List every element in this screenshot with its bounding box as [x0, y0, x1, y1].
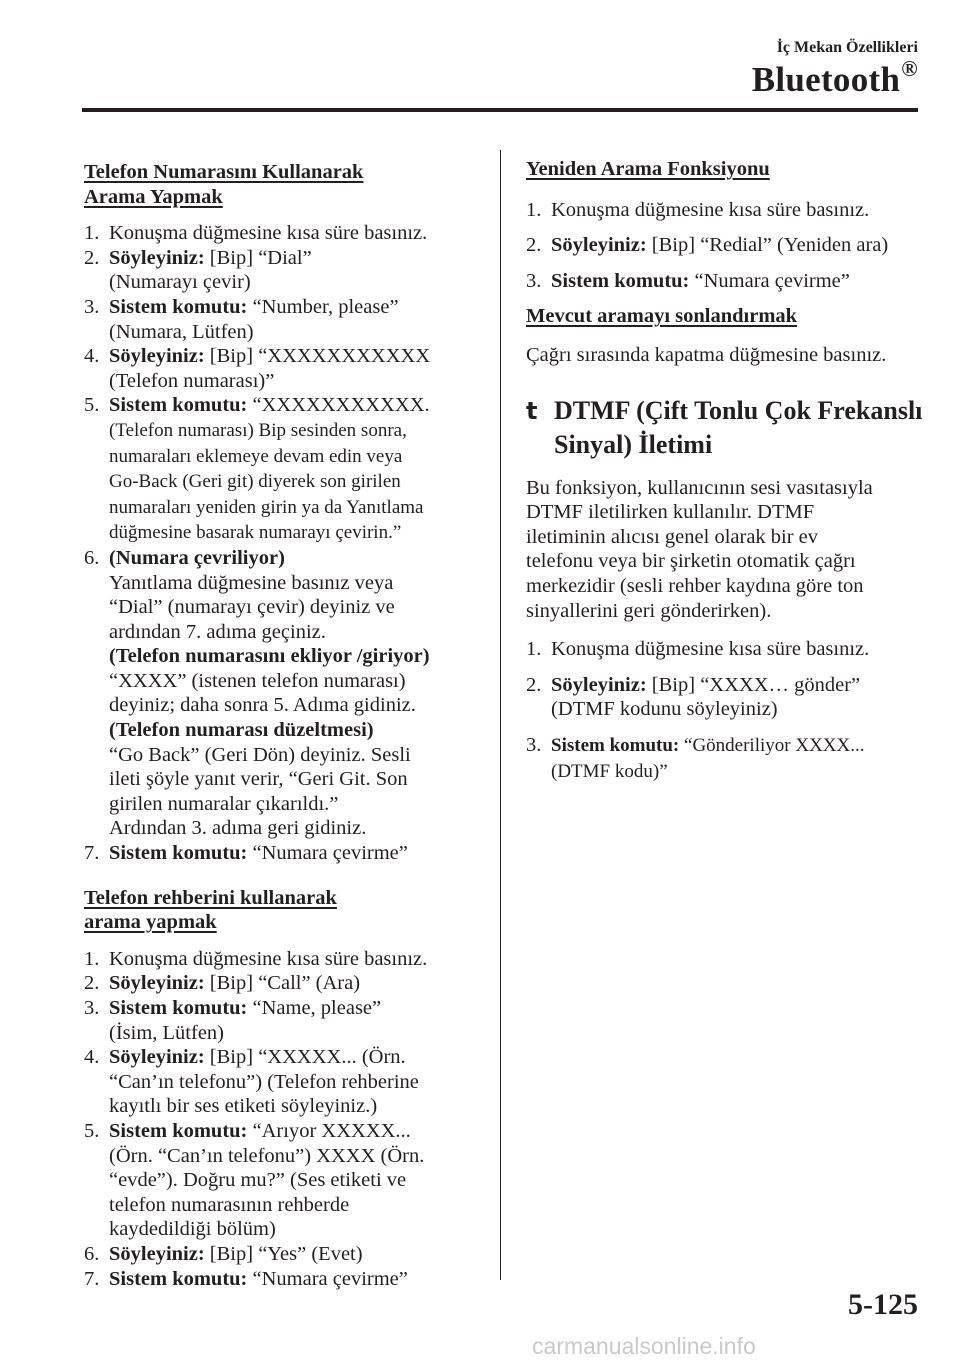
step-text: “XXXX” (istenen telefon numarası) [109, 669, 406, 692]
step-text: [Bip] “Call” (Ara) [204, 972, 361, 995]
step-label: Söyleyiniz: [109, 972, 205, 995]
step-label: Söyleyiniz: [109, 246, 205, 269]
step-text: (DTMF kodunu söyleyiniz) [551, 698, 778, 721]
step-label: Sistem komutu: [109, 842, 248, 865]
step-number: 1. [526, 638, 542, 661]
step-label: Söyleyiniz: [109, 1046, 205, 1069]
list-item [84, 344, 486, 393]
step-text: Ardından 3. adıma geri gidiniz. [109, 817, 367, 840]
step-text: (Telefon numarası) Bip sesinden sonra, [109, 419, 407, 441]
left-column [84, 160, 486, 1291]
step-text: “Numara çevirme” [247, 1267, 408, 1290]
paragraph-line: DTMF iletilirken kullanılır. DTMF [526, 501, 815, 524]
section-marker-icon: t [526, 396, 538, 425]
list-item [84, 1045, 486, 1119]
step-number: 3. [526, 269, 542, 292]
step-text: Konuşma düğmesine kısa süre basınız. [109, 947, 428, 970]
header-rule [82, 108, 918, 112]
step-text: Konuşma düğmesine kısa süre basınız. [109, 222, 428, 245]
step-number: 5. [84, 1119, 100, 1142]
heading-line: Telefon Numarasını Kullanarak [84, 161, 364, 183]
step-label: Söyleyiniz: [109, 345, 205, 368]
list-item [526, 233, 926, 258]
heading-line: Telefon rehberini kullanarak [84, 886, 337, 909]
step-number: 7. [84, 842, 100, 865]
step-text: “Dial” (numarayı çevir) deyiniz ve [109, 596, 395, 619]
step-text: Go-Back (Geri git) diyerek son girilen [109, 471, 401, 493]
step-label: Sistem komutu: [551, 734, 680, 756]
list-item [84, 971, 486, 996]
step-text: [Bip] “XXXXX... (Örn. [204, 1046, 406, 1069]
step-text: düğmesine basarak numarayı çevirin.” [109, 522, 402, 544]
step-number: 6. [84, 1242, 100, 1265]
step-text: ardından 7. adıma geçiniz. [109, 620, 326, 643]
paragraph-line: sinyallerini geri gönderirken). [526, 599, 772, 622]
watermark: carmanualsonline.info [532, 1333, 756, 1359]
list-item [84, 1242, 486, 1267]
heading-phone-number-call [84, 160, 486, 209]
step-text: numaraları yeniden girin ya da Yanıtlama [109, 496, 424, 518]
step-label: Sistem komutu: [109, 394, 248, 417]
list-item [84, 246, 486, 295]
step-label: Söyleyiniz: [109, 1242, 205, 1265]
step-text: “Numara çevirme” [689, 269, 850, 292]
step-label: (Telefon numarası düzeltmesi) [109, 719, 374, 742]
step-text: “Number, please” [247, 295, 399, 318]
step-text: (DTMF kodu)” [551, 760, 668, 782]
step-text: Konuşma düğmesine kısa süre basınız. [551, 638, 870, 661]
paragraph-line: merkezidir (sesli rehber kaydına göre ton [526, 574, 864, 597]
list-item [526, 637, 926, 662]
step-text: “Can’ın telefonu”) (Telefon rehberine [109, 1070, 419, 1093]
step-number: 1. [84, 222, 100, 245]
paragraph-line: telefonu veya bir şirketin otomatik çağrı [526, 550, 856, 573]
step-number: 1. [526, 198, 542, 221]
step-text: (İsim, Lütfen) [109, 1021, 224, 1044]
heading-phonebook-call [84, 886, 486, 935]
step-text: “Name, please” [247, 997, 382, 1019]
paragraph [526, 476, 926, 624]
step-text: (Örn. “Can’ın telefonu”) XXXX (Örn. [109, 1144, 425, 1167]
step-label: Sistem komutu: [109, 997, 248, 1019]
step-text: [Bip] “XXXXXXXXXXX [204, 345, 431, 368]
step-text: [Bip] “Redial” (Yeniden ara) [646, 234, 889, 257]
step-text: “Gönderiliyor XXXX... [679, 734, 865, 756]
step-label: Sistem komutu: [109, 1119, 248, 1142]
heading-line: Arama Yapmak [84, 185, 223, 208]
list-item [84, 1267, 486, 1292]
list-item [84, 841, 486, 866]
step-text: ileti şöyle yanıt verir, “Geri Git. Son [109, 768, 408, 791]
paragraph-line: Bu fonksiyon, kullanıcının sesi vasıtasıyla [526, 476, 873, 499]
step-number: 2. [526, 673, 542, 696]
step-text: Konuşma düğmesine kısa süre basınız. [551, 198, 870, 221]
step-list [84, 947, 486, 1291]
heading-line: DTMF (Çift Tonlu Çok Frekanslı [554, 395, 923, 425]
step-number: 7. [84, 1267, 100, 1290]
step-text: (Telefon numarası)” [109, 369, 275, 392]
heading-dtmf [526, 394, 926, 462]
step-list [526, 198, 926, 294]
list-item [84, 947, 486, 972]
step-number: 4. [84, 1046, 100, 1069]
heading-end-call: Mevcut aramayı sonlandırmak [526, 305, 798, 328]
list-item [84, 221, 486, 246]
step-number: 2. [84, 972, 100, 995]
list-item [84, 1119, 486, 1242]
step-text: “Numara çevirme” [247, 842, 408, 865]
step-label: (Numara çevriliyor) [109, 546, 285, 569]
page-number: 5-125 [848, 1288, 918, 1321]
step-number: 5. [84, 394, 100, 417]
heading-redial: Yeniden Arama Fonksiyonu [526, 158, 770, 180]
step-text: telefon numarasının rehberde [109, 1193, 350, 1216]
step-text: “Go Back” (Geri Dön) deyiniz. Sesli [109, 743, 411, 766]
step-text: kaydedildiği bölüm) [109, 1218, 276, 1241]
step-text: “XXXXXXXXXXX. [247, 394, 430, 417]
step-text: [Bip] “XXXX… gönder” [646, 673, 861, 696]
step-text: numaraları eklemeye devam edin veya [109, 445, 403, 467]
paragraph: Çağrı sırasında kapatma düğmesine basınız. [526, 343, 887, 366]
step-number: 3. [84, 997, 100, 1019]
step-label: Sistem komutu: [109, 295, 248, 318]
step-list [84, 221, 486, 865]
list-item [526, 269, 926, 294]
heading-line: Sinyal) İletimi [554, 429, 713, 459]
step-text: Yanıtlama düğmesine basınız veya [109, 571, 394, 594]
step-text: “Arıyor XXXXX... [247, 1119, 411, 1142]
step-number: 3. [84, 295, 100, 318]
step-number: 3. [526, 733, 542, 756]
step-text: (Numarayı çevir) [109, 271, 251, 294]
step-text: [Bip] “Yes” (Evet) [204, 1242, 363, 1265]
right-column [526, 157, 926, 795]
list-item [84, 393, 486, 546]
step-label: Sistem komutu: [109, 1267, 248, 1290]
list-item [526, 673, 926, 722]
step-label: Söyleyiniz: [551, 234, 647, 257]
step-text: kayıtlı bir ses etiketi söyleyiniz.) [109, 1095, 378, 1118]
list-item [526, 733, 926, 784]
step-number: 1. [84, 947, 100, 970]
step-label: Sistem komutu: [551, 269, 690, 292]
paragraph-line: iletiminin alıcısı genel olarak bir ev [526, 525, 819, 548]
step-list [526, 637, 926, 784]
step-number: 4. [84, 345, 100, 368]
step-number: 2. [84, 246, 100, 269]
list-item [84, 996, 486, 1045]
page-title-text: Bluetooth [751, 60, 901, 99]
list-item [526, 198, 926, 223]
list-item [84, 295, 486, 344]
step-label: Söyleyiniz: [551, 673, 647, 696]
page-title [752, 56, 918, 100]
section-title: İç Mekan Özellikleri [776, 39, 918, 56]
step-text: “evde”). Doğru mu?” (Ses etiketi ve [109, 1169, 407, 1192]
step-text: girilen numaralar çıkarıldı.” [109, 792, 339, 815]
column-divider [500, 150, 501, 1280]
registered-mark: ® [901, 56, 918, 81]
step-label: (Telefon numarasını ekliyor /giriyor) [109, 645, 430, 668]
list-item [84, 546, 486, 841]
step-number: 6. [84, 546, 100, 569]
step-text: deyiniz; daha sonra 5. Adıma gidiniz. [109, 694, 416, 717]
heading-line: arama yapmak [84, 911, 217, 934]
step-text: [Bip] “Dial” [204, 246, 312, 269]
step-text: (Numara, Lütfen) [109, 320, 254, 343]
step-number: 2. [526, 234, 542, 257]
